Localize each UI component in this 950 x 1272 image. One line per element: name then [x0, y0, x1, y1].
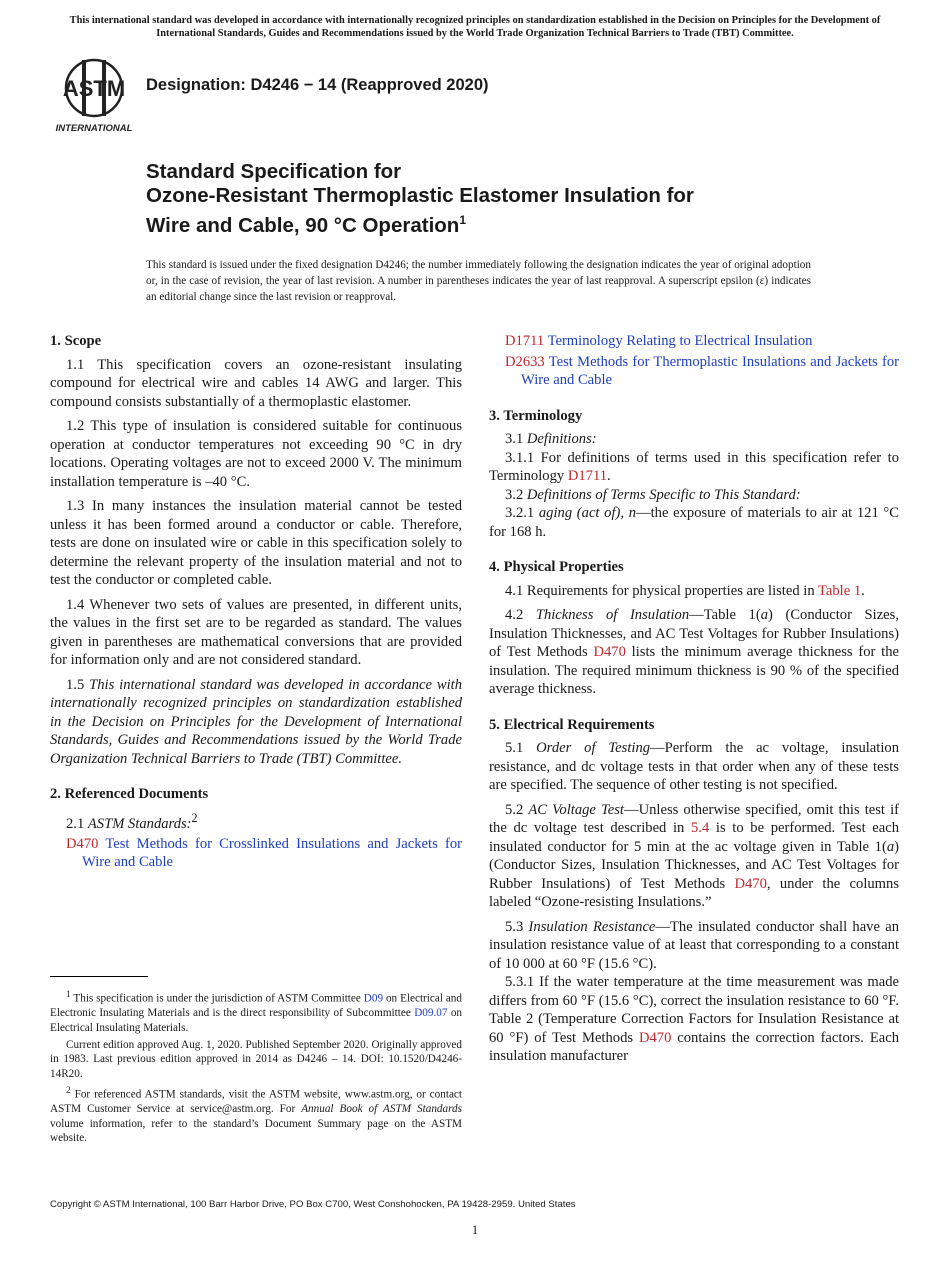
- paragraph-3-2: [489, 486, 899, 505]
- footnote-mark-2[interactable]: 2: [191, 810, 198, 825]
- reference-code[interactable]: D1711: [505, 333, 545, 349]
- title-line-1: Standard Specification for: [146, 160, 402, 183]
- footnote-2-mark: 2: [66, 1086, 71, 1097]
- reference-code[interactable]: D470: [66, 835, 99, 852]
- para-text: ) (Conductor Sizes, Insulation Thicknesses, and AC Test Voltages for Rubber Insulations) of Test Methods: [489, 838, 899, 892]
- paragraph-1-4: 1.4 Whenever two sets of values are presented, in different units, the values in the first set are to be regarded as standard. The values given in parentheses are mathematical conversions that are provided for information only and are not considered standard.: [50, 596, 462, 668]
- para-text: lists the minimum average thickness for the insulation. The required minimum thickness is 90 % of the specified average thickness.: [489, 644, 899, 697]
- reference-title[interactable]: Test Methods for Thermoplastic Insulations and Jackets for Wire and Cable: [521, 353, 900, 388]
- para-text: 3.1.1 For definitions of terms used in this specification refer to Terminology: [489, 449, 899, 484]
- para-italic: a: [886, 838, 895, 855]
- para-text: , under the columns labeled “Ozone-resisting Insulations.”: [489, 875, 899, 910]
- para-num: 2.1: [66, 815, 88, 832]
- designation: Designation: D4246 − 14 (Reapproved 2020): [146, 76, 489, 94]
- reference-d470[interactable]: [50, 835, 462, 872]
- reference-d2633[interactable]: [489, 353, 899, 390]
- footnote-1: [50, 988, 462, 1035]
- copyright-notice: Copyright © ASTM International, 100 Barr Harbor Drive, PO Box C700, West Conshohocken, PA 19428-2959. United States: [50, 1199, 576, 1210]
- footnote-2: [50, 1084, 462, 1145]
- title-line-3-text: Wire and Cable, 90 °C Operation: [146, 213, 460, 237]
- para-text: —Table 1(: [689, 607, 761, 623]
- paragraph-1-1: 1.1 This specification covers an ozone-resistant insulating compound for electrical wire and cables 14 AWG and larger. This compound consists substantially of a thermoplastic elastomer.: [50, 356, 462, 410]
- footnote-2-text-b: volume information, refer to the standard’s Document Summary page on the ASTM website.: [50, 1117, 462, 1145]
- para-term: AC Voltage Test: [528, 801, 624, 818]
- para-text: is to be performed. Test each insulated conductor for 5 min at the ac voltage given in Table 1(: [489, 820, 900, 855]
- left-column: [50, 332, 462, 874]
- paragraph-5-2: [489, 801, 899, 912]
- para-term: Thickness of Insulation: [535, 607, 690, 623]
- para-text: .: [607, 468, 611, 484]
- para-text: .: [861, 582, 865, 599]
- footnotes: [50, 988, 462, 1149]
- para-text: ) (Conductor Sizes, Insulation Thicknesses, and AC Test Voltages for Rubber Insulations) of Test Methods: [489, 607, 899, 660]
- section-5-4-link[interactable]: 5.4: [691, 820, 710, 836]
- terminology-link[interactable]: D1711: [567, 468, 608, 484]
- top-notice: This international standard was developed in accordance with internationally recognized principles on standardization established in the Decision on Principles for the Development of International Standards, Guides and Recommendations issued by the World Trade Organization Technical Barriers to Trade (TBT) Committee.: [69, 15, 881, 39]
- d470-link[interactable]: D470: [734, 875, 767, 892]
- paragraph-5-3: [489, 918, 899, 974]
- para-term: Order of Testing: [536, 740, 651, 756]
- paragraph-1-2: 1.2 This type of insulation is considered suitable for continuous operation at conductor temperatures not exceeding 90 °C in dry locations. Operating voltages are not to exceed 2000 V. The minimum installation temperature is –40 °C.: [50, 418, 462, 490]
- para-num: 3.2: [505, 486, 527, 503]
- right-column: [489, 332, 899, 1072]
- d470-link[interactable]: D470: [638, 1029, 672, 1046]
- section-heading-referenced-documents: 2. Referenced Documents: [50, 786, 209, 802]
- para-italic-text: ASTM Standards:: [87, 815, 192, 832]
- paragraph-5-1: [489, 739, 899, 795]
- paragraph-3-1: [489, 430, 899, 449]
- para-text: —Unless otherwise specified, omit this test if the dc voltage test described in: [489, 801, 900, 836]
- para-term: Insulation Resistance: [528, 918, 656, 935]
- defined-term: aging (act of), n: [538, 505, 637, 521]
- committee-link[interactable]: D09: [363, 992, 384, 1005]
- astm-logo-graphic: [52, 56, 136, 134]
- paragraph-1-5: [50, 676, 462, 769]
- paragraph-1-3: 1.3 In many instances the insulation material cannot be tested unless it has been formed around a conductor or cable. Therefore, tests are done on insulated wire or cable in this specification solely to determine the relevant property of the insulation material and not to test the conductor or completed cable.: [50, 498, 462, 588]
- para-num: 4.2: [505, 607, 536, 623]
- section-heading-scope: 1. Scope: [50, 333, 102, 349]
- paragraph-3-1-1: [489, 449, 899, 486]
- para-num: 5.3: [505, 918, 529, 935]
- d470-link[interactable]: D470: [593, 644, 626, 660]
- para-text: —the exposure of materials to air at 121 °C for 168 h.: [489, 505, 899, 540]
- para-italic-text: Definitions of Terms Specific to This Standard:: [526, 486, 801, 503]
- footnote-2-italic: Annual Book of ASTM Standards: [301, 1103, 462, 1116]
- logo-text: ASTM: [62, 76, 126, 101]
- para-text: contains the correction factors. Each insulation manufacturer: [489, 1029, 899, 1064]
- issuance-statement: This standard is issued under the fixed designation D4246; the number immediately following the designation indicates the year of original adoption or, in the case of revision, the year of last revision. A number in parentheses indicates the year of last reapproval. A superscript epsilon (ε) indicates an editorial change since the last revision or reapproval.: [146, 259, 811, 303]
- footnote-1-edition: Current edition approved Aug. 1, 2020. Published September 2020. Originally approved in 1983. Last previous edition approved in 2014 as D4246 – 14. DOI: 10.1520/D4246-14R20.: [50, 1038, 462, 1080]
- title-line-3: [146, 208, 846, 238]
- section-heading-physical-properties: 4. Physical Properties: [489, 559, 624, 575]
- paragraph-3-2-1: [489, 504, 899, 541]
- para-num: 5.2: [505, 801, 529, 818]
- footnote-1-text-c: on Electrical Insulating Materials.: [50, 1007, 463, 1034]
- section-heading-terminology: 3. Terminology: [489, 407, 583, 424]
- subcommittee-link[interactable]: D09.07: [414, 1007, 448, 1020]
- footnote-1-mark: 1: [66, 990, 71, 1000]
- section-heading-electrical-requirements: 5. Electrical Requirements: [489, 716, 655, 733]
- reference-code[interactable]: D2633: [505, 353, 545, 370]
- para-italic: a: [760, 607, 768, 623]
- para-text: —The insulated conductor shall have an insulation resistance value of at least that corresponding to a constant of 10 000 at 60 °F (15.6 °C).: [489, 918, 900, 972]
- para-text: —Perform the ac voltage, insulation resistance, and dc voltage tests in that order when any of these tests are specified. The sequence of other testing is not specified.: [489, 740, 899, 793]
- reference-title[interactable]: Terminology Relating to Electrical Insulation: [547, 333, 813, 349]
- para-num: 3.2.1: [505, 505, 539, 521]
- para-italic-text: This international standard was developed in accordance with internationally recognized principles on standardization established in the Decision on Principles for the Development of International Standards, Guides and Recommendations issued by the World Trade Organization Technical Barriers to Trade (TBT) Committee.: [50, 676, 463, 767]
- para-num: 1.5: [66, 676, 90, 693]
- footnote-1-text-b: on Electrical and Electronic Insulating Materials and is the direct responsibility of Subcommittee: [50, 992, 462, 1020]
- paragraph-4-2: [489, 606, 899, 699]
- para-num: 5.1: [505, 740, 537, 756]
- para-text: 4.1 Requirements for physical properties are listed in: [505, 582, 819, 599]
- para-italic-text: Definitions:: [526, 431, 597, 447]
- document-title: [146, 160, 846, 238]
- footnote-divider: [50, 976, 148, 977]
- table-1-link[interactable]: Table 1: [818, 582, 862, 599]
- title-line-2: Ozone-Resistant Thermoplastic Elastomer Insulation for: [146, 184, 694, 207]
- title-footnote-mark[interactable]: 1: [459, 213, 466, 227]
- astm-logo: [52, 56, 136, 134]
- paragraph-5-3-1: [489, 973, 899, 1066]
- reference-title[interactable]: Test Methods for Crosslinked Insulations and Jackets for Wire and Cable: [82, 835, 462, 871]
- para-text: 5.3.1 If the water temperature at the time measurement was made differs from 60 °F (15.6 °C), correct the insulation resistance to 60 °F. Table 2 (Temperature Correction Factors for Insulation Resistance at 60 °F) of Test Methods: [489, 974, 899, 1046]
- paragraph-4-1: [489, 582, 899, 601]
- page-number: 1: [471, 1222, 479, 1237]
- logo-subtext: INTERNATIONAL: [55, 123, 133, 134]
- footnote-2-text-a: For referenced ASTM standards, visit the ASTM website, www.astm.org, or contact ASTM Customer Service at service@astm.org. For: [50, 1088, 462, 1116]
- reference-d1711[interactable]: [489, 332, 899, 351]
- footnote-1-text-a: This specification is under the jurisdiction of ASTM Committee: [70, 992, 364, 1005]
- para-num: 3.1: [505, 431, 527, 447]
- paragraph-2-1: [50, 809, 462, 833]
